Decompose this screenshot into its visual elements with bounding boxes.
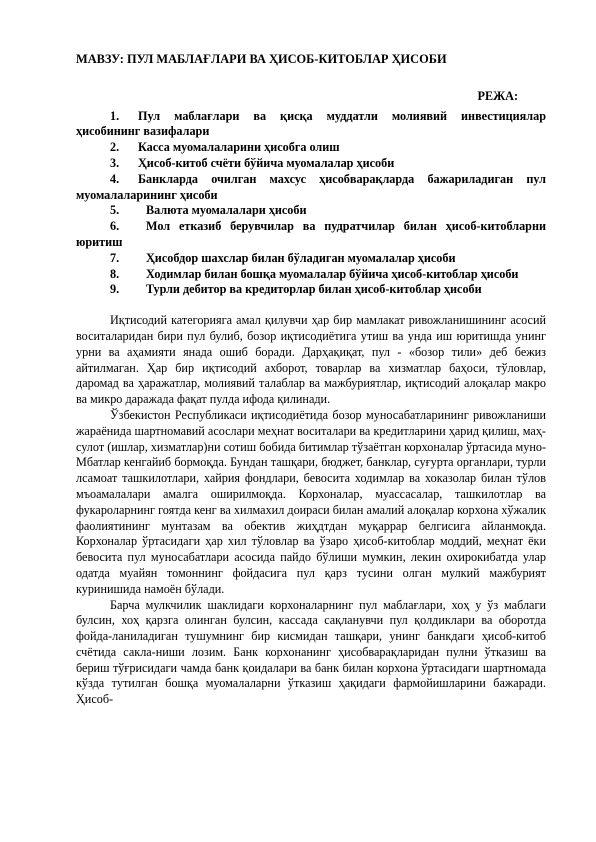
plan-item-number: 5. [110, 203, 120, 218]
plan-item-number: 6. [110, 219, 120, 234]
plan-item-number: 7. [110, 250, 120, 265]
plan-item [76, 172, 546, 204]
plan-item-text: Турли дебитор ва кредиторлар билан ҳисоб-китоблар ҳисоби [146, 282, 482, 297]
plan-item [76, 109, 546, 141]
plan-item-text: Ҳисобдор шахслар билан бўладиган муомалалар ҳисоби [146, 250, 456, 265]
plan-item-number: 3. [110, 155, 120, 170]
plan-item [76, 282, 546, 298]
body-paragraph: Ўзбекистон Республикаси иқтисодиётида бозор муносабатларининг ривожланиши жараёнида шартномавий асослари меҳнат воситалари ва кредитларини ҳарид қилиш, маҳ-сулот (ишлар, хизматлар)ни сотиш бобида битимлар тўзаётган корхоналар ўртасида муно-Мбатлар кенгайиб бормоқда. Бундан ташқари, бюджет, банклар, суғурта органлари, турли лсамоат ташкилотлари, хайрия фондлари, бевосита ходимлар ва хоказолар билан тўлов мъоамалалари амалга оширилмоқда. Корхоналар, муассасалар, ташкилотлар ва фукароларнинг гоятда кенг ва хилмахил доираси билан амалий алоқалар корхона хўжалик фаолиятининг мунтазам ва обектив жиҳдтдан муқаррар белгисига айланмоқда. Корхоналар ўртасидаги ҳар хил тўловлар ва ўзаро ҳисоб-китоблар моддий, меҳнат ёки бевосита пул муносабатлари асосида пайдо бўлиши мумкин, лекин охирокибатда улар одатда муайян томоннинг фойдасига пул қарз тусини олган мулкий мажбурият куринишида намоён бўлади. [76, 407, 547, 596]
plan-item [76, 156, 546, 172]
section-spacer [76, 298, 546, 313]
plan-item-text: Пул маблағлари ва қисқа муддатли молиявий инвестициялар ҳисобининг вазифалари [76, 108, 546, 139]
plan-item-text: Мол етказиб берувчилар ва пудратчилар билан ҳисоб-китобларни юритиш [76, 219, 546, 249]
plan-item [76, 267, 546, 283]
body-paragraph: Барча мулкчилик шаклидаги корхоналарнинг пул маблағлари, хоҳ у ўз маблаги булсин, хоҳ қарзга олинган булсин, кассада сақланувчи пул қолдиклари ва оборотда фойда-ланиладиган тушумнинг бир кисмидан ташқари, унинг банкдаги ҳисоб-китоб счётида сакла-ниши лозим. Банк корхонанинг ҳисобварақларидан пулни ўтказиш ва бериш тўғрисидаги чамда банк қоидалари ва банк билан корхона ўртасидаги шартномада кўзда тутилган бошқа муомалаларни ўтказиш ҳақидаги фармойишларини бажаради. Ҳисоб- [76, 597, 546, 707]
plan-item-number: 9. [110, 282, 120, 297]
plan-item-number: 1. [110, 108, 120, 123]
plan-item-text: Касса муомалаларини ҳисобга олиш [138, 140, 340, 155]
plan-item [76, 251, 546, 267]
plan-item [76, 140, 546, 156]
plan-item-number: 4. [110, 171, 120, 186]
document-page [76, 52, 546, 708]
plan-item [76, 203, 546, 219]
plan-item [76, 219, 546, 251]
plan-item-text: Ҳисоб-китоб счёти бўйича муомалалар ҳисоби [138, 155, 395, 170]
page-title: МАВЗУ: ПУЛ МАБЛАҒЛАРИ ВА ҲИСОБ-КИТОБЛАР ҲИСОБИ [76, 52, 447, 66]
plan-item-text: Банкларда очилган махсус ҳисобварақларда бажариладиган пул муомалаларининг ҳисоби [76, 171, 546, 202]
plan-item-number: 2. [110, 140, 120, 155]
plan-item-text: Ходимлар билан бошқа муомалалар бўйича ҳисоб-китоблар ҳисоби [146, 266, 519, 281]
plan-list [76, 109, 546, 299]
plan-item-number: 8. [110, 266, 120, 281]
plan-item-text: Валюта муомалалари ҳисоби [146, 203, 307, 218]
plan-heading: РЕЖА: [477, 88, 518, 103]
body-paragraph: Иқтисодий категорияга амал қилувчи ҳар бир мамлакат ривожланишининг асосий воситаларидан бири пул булиб, бозор иқтисодиётига утиш ва унда иш юритишда унинг урни ва аҳамияти янада ошиб боради. Дарҳақиқат, пул - «бозор тили» деб бежиз айтилмаган. Ҳар бир иқтисодий ахборот, товарлар ва хизматлар баҳоси, тўловлар, даромад ва ҳаражатлар, молиявий талаблар ва мажбуриятлар, иқтисодий алоқалар макро ва микро даражада фақат пулда ифода қилинади. [76, 313, 546, 407]
